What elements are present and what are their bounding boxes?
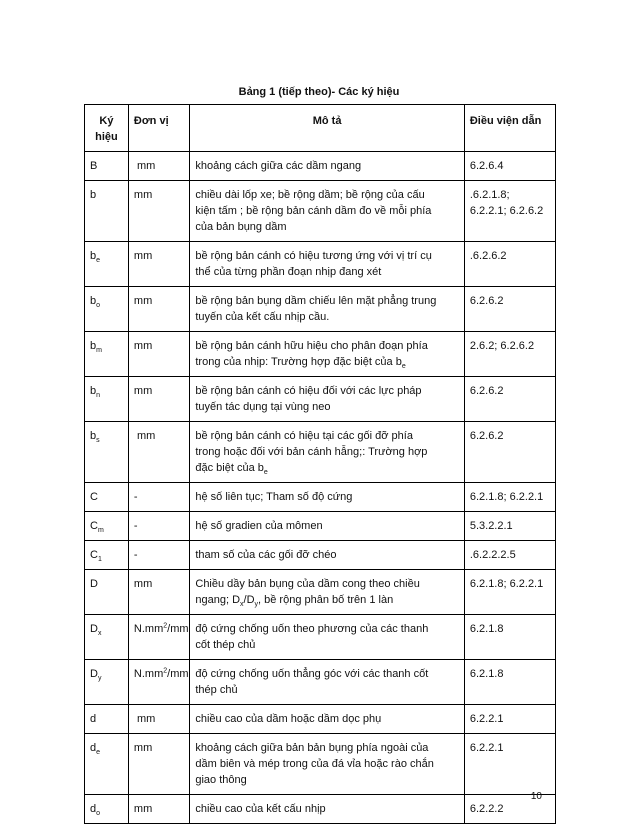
symbol-text: D bbox=[90, 578, 98, 590]
symbol-text: d bbox=[90, 803, 97, 815]
cell-reference bbox=[464, 152, 555, 181]
unit-text: mm bbox=[133, 250, 153, 262]
cell-unit bbox=[128, 377, 189, 422]
cell-unit bbox=[128, 541, 189, 570]
reference-line: .6.2.2.2.5 bbox=[469, 549, 516, 561]
description-line: chiều dài lốp xe; bề rộng dầm; bề rộng của cấu bbox=[195, 189, 425, 201]
cell-symbol bbox=[85, 422, 129, 483]
description-line: của bản bụng dầm bbox=[195, 221, 287, 233]
cell-description bbox=[190, 287, 464, 332]
header-symbol: Ký hiệu bbox=[85, 105, 129, 152]
unit-text: mm bbox=[133, 385, 153, 397]
symbol-text: b bbox=[90, 189, 97, 201]
cell-symbol bbox=[85, 152, 129, 181]
symbol-text: d bbox=[90, 713, 97, 725]
description-line: kiện tấm ; bề rộng bản cánh dầm đo về mỗi phía bbox=[195, 205, 432, 217]
description-line: bề rộng bản cánh có hiệu đối với các lực pháp bbox=[195, 385, 422, 397]
description-line: bề rộng bản cánh hữu hiệu cho phân đoạn phía bbox=[195, 340, 428, 352]
description-line: bề rộng bản cánh có hiệu tại các gối đỡ phía bbox=[195, 430, 413, 442]
cell-description bbox=[190, 795, 464, 824]
cell-unit bbox=[128, 332, 189, 377]
symbol-subscript: n bbox=[96, 392, 101, 400]
description-line: giao thông bbox=[195, 774, 247, 786]
reference-line: 6.2.2.1; 6.2.6.2 bbox=[469, 205, 544, 217]
cell-symbol bbox=[85, 615, 129, 660]
description-line: trong hoặc đối với bản cánh hẫng;: Trường hợp bbox=[195, 446, 428, 458]
table-row bbox=[85, 512, 556, 541]
description-line: khoảng cách giữa các dầm ngang bbox=[195, 160, 362, 172]
cell-reference bbox=[464, 483, 555, 512]
header-reference: Điều viện dẫn bbox=[464, 105, 555, 152]
unit-text: mm bbox=[133, 713, 156, 725]
description-line: dầm biên và mép trong của đá vỉa hoặc rào chắn bbox=[195, 758, 434, 770]
unit-text: N.mm bbox=[133, 668, 164, 680]
cell-unit bbox=[128, 422, 189, 483]
description-line: tham số của các gối đỡ chéo bbox=[195, 549, 337, 561]
table-row bbox=[85, 152, 556, 181]
cell-symbol bbox=[85, 181, 129, 242]
symbol-subscript: e bbox=[96, 749, 101, 757]
cell-symbol bbox=[85, 483, 129, 512]
unit-text: mm bbox=[133, 160, 156, 172]
symbol-subscript: x bbox=[97, 630, 102, 638]
cell-reference bbox=[464, 287, 555, 332]
cell-reference bbox=[464, 377, 555, 422]
table-row bbox=[85, 541, 556, 570]
description-line: cốt thép chủ bbox=[195, 639, 256, 651]
reference-line: 6.2.6.4 bbox=[469, 160, 504, 172]
cell-description bbox=[190, 483, 464, 512]
symbol-text: b bbox=[90, 295, 97, 307]
cell-symbol bbox=[85, 287, 129, 332]
cell-symbol bbox=[85, 377, 129, 422]
cell-description bbox=[190, 242, 464, 287]
cell-description bbox=[190, 377, 464, 422]
table-row bbox=[85, 332, 556, 377]
unit-text: mm bbox=[133, 578, 153, 590]
reference-line: 5.3.2.2.1 bbox=[469, 520, 513, 532]
symbol-subscript: 1 bbox=[97, 556, 102, 564]
unit-text: mm bbox=[133, 742, 153, 754]
cell-unit bbox=[128, 705, 189, 734]
reference-line: 6.2.1.8 bbox=[469, 623, 504, 635]
unit-text: N.mm bbox=[133, 623, 164, 635]
table-row bbox=[85, 705, 556, 734]
cell-reference bbox=[464, 615, 555, 660]
reference-line: .6.2.6.2 bbox=[469, 250, 507, 262]
reference-line: 6.2.1.8; 6.2.2.1 bbox=[469, 491, 544, 503]
cell-reference bbox=[464, 332, 555, 377]
symbol-text: b bbox=[90, 340, 97, 352]
cell-description bbox=[190, 615, 464, 660]
description-line: ngang; $D_x/D_y$, bề rộng phân bố trên 1 làn bbox=[195, 594, 394, 609]
table-row bbox=[85, 615, 556, 660]
cell-reference bbox=[464, 705, 555, 734]
reference-line: 6.2.1.8; 6.2.2.1 bbox=[469, 578, 544, 590]
cell-unit bbox=[128, 570, 189, 615]
table-row bbox=[85, 287, 556, 332]
unit-text: /mm bbox=[167, 623, 189, 635]
unit-text: - bbox=[133, 549, 138, 561]
symbol-subscript: m bbox=[97, 527, 104, 535]
description-line: Chiều dầy bản bụng của dầm cong theo chiều bbox=[195, 578, 420, 590]
table-row bbox=[85, 660, 556, 705]
unit-text: - bbox=[133, 520, 138, 532]
header-description: Mô tả bbox=[190, 105, 464, 152]
symbols-table bbox=[84, 104, 556, 824]
symbol-subscript: m bbox=[96, 347, 102, 355]
table-header-row bbox=[85, 105, 556, 152]
header-unit: Đơn vị bbox=[128, 105, 189, 152]
cell-symbol bbox=[85, 570, 129, 615]
table-body bbox=[85, 152, 556, 824]
symbol-text: b bbox=[90, 385, 97, 397]
description-line: hệ số gradien của mômen bbox=[195, 520, 323, 532]
cell-symbol bbox=[85, 705, 129, 734]
cell-description bbox=[190, 705, 464, 734]
cell-reference bbox=[464, 181, 555, 242]
table-title: Bảng 1 (tiếp theo)- Các ký hiệu bbox=[238, 86, 400, 98]
description-line: chiều cao của kết cấu nhịp bbox=[195, 803, 326, 815]
description-line: độ cứng chống uốn thẳng góc với các thanh cốt bbox=[195, 668, 429, 680]
cell-symbol bbox=[85, 332, 129, 377]
cell-symbol bbox=[85, 242, 129, 287]
table-row bbox=[85, 181, 556, 242]
table-row bbox=[85, 422, 556, 483]
table-row bbox=[85, 734, 556, 795]
symbol-text: B bbox=[90, 160, 98, 172]
unit-text: mm bbox=[133, 189, 153, 201]
cell-unit bbox=[128, 512, 189, 541]
cell-description bbox=[190, 512, 464, 541]
cell-unit bbox=[128, 660, 189, 705]
description-line: bề rộng bản bụng dầm chiếu lên mặt phẳng trung bbox=[195, 295, 437, 307]
cell-reference bbox=[464, 541, 555, 570]
table-row bbox=[85, 483, 556, 512]
cell-unit bbox=[128, 287, 189, 332]
cell-symbol bbox=[85, 541, 129, 570]
unit-superscript: 2 bbox=[163, 622, 168, 630]
subscript: y bbox=[254, 601, 259, 609]
table-row bbox=[85, 377, 556, 422]
subscript: e bbox=[401, 363, 406, 371]
symbol-text: D bbox=[90, 668, 98, 680]
cell-description bbox=[190, 152, 464, 181]
cell-description bbox=[190, 332, 464, 377]
cell-unit bbox=[128, 181, 189, 242]
cell-description bbox=[190, 734, 464, 795]
symbol-subscript: s bbox=[96, 437, 100, 445]
unit-superscript: 2 bbox=[163, 667, 168, 675]
reference-line: 6.2.6.2 bbox=[469, 295, 504, 307]
symbol-text: C bbox=[90, 491, 98, 503]
unit-text: mm bbox=[133, 340, 153, 352]
symbol-subscript: o bbox=[96, 810, 101, 818]
reference-line: .6.2.1.8; bbox=[469, 189, 510, 201]
reference-line: 6.2.1.8 bbox=[469, 668, 504, 680]
description-line: thể của từng phần đoạn nhịp đang xét bbox=[195, 266, 382, 278]
reference-line: 6.2.6.2 bbox=[469, 430, 504, 442]
cell-reference bbox=[464, 660, 555, 705]
table-row bbox=[85, 570, 556, 615]
cell-description bbox=[190, 422, 464, 483]
cell-reference bbox=[464, 512, 555, 541]
cell-symbol bbox=[85, 512, 129, 541]
reference-line: 2.6.2; 6.2.6.2 bbox=[469, 340, 535, 352]
description-line: bề rộng bản cánh có hiệu tương ứng với vị trí cụ bbox=[195, 250, 432, 262]
reference-line: 6.2.2.2 bbox=[469, 803, 504, 815]
symbol-subscript: o bbox=[96, 302, 101, 310]
symbol-text: d bbox=[90, 742, 97, 754]
cell-unit bbox=[128, 615, 189, 660]
unit-text: mm bbox=[133, 803, 153, 815]
cell-description bbox=[190, 541, 464, 570]
description-line: thép chủ bbox=[195, 684, 238, 696]
description-line: tuyến tác dụng tại vùng neo bbox=[195, 401, 331, 413]
cell-unit bbox=[128, 483, 189, 512]
table-row bbox=[85, 795, 556, 824]
symbol-text: b bbox=[90, 250, 97, 262]
unit-text: /mm bbox=[167, 668, 189, 680]
description-line: chiều cao của dầm hoặc dầm dọc phụ bbox=[195, 713, 382, 725]
description-line: độ cứng chống uốn theo phương của các thanh bbox=[195, 623, 429, 635]
cell-reference bbox=[464, 422, 555, 483]
description-line: trong của nhịp: Trường hợp đặc biệt của $b_e$ bbox=[195, 356, 406, 371]
cell-unit bbox=[128, 242, 189, 287]
reference-line: 6.2.2.1 bbox=[469, 713, 504, 725]
symbol-text: b bbox=[90, 430, 97, 442]
unit-text: mm bbox=[133, 430, 156, 442]
description-line: tuyến của kết cấu nhịp cầu. bbox=[195, 311, 330, 323]
subscript: e bbox=[263, 469, 268, 477]
unit-text: - bbox=[133, 491, 138, 503]
cell-symbol bbox=[85, 795, 129, 824]
symbol-text: C bbox=[90, 520, 98, 532]
symbol-text: D bbox=[90, 623, 98, 635]
subscript: x bbox=[240, 601, 244, 609]
cell-unit bbox=[128, 795, 189, 824]
description-line: hệ số liên tục; Tham số độ cứng bbox=[195, 491, 353, 503]
symbol-text: C bbox=[90, 549, 98, 561]
cell-symbol bbox=[85, 734, 129, 795]
description-line: khoảng cách giữa bản bản bụng phía ngoài của bbox=[195, 742, 429, 754]
page-number: 10 bbox=[530, 791, 542, 802]
cell-reference bbox=[464, 570, 555, 615]
cell-reference bbox=[464, 734, 555, 795]
cell-reference bbox=[464, 242, 555, 287]
symbol-subscript: y bbox=[97, 675, 102, 683]
reference-line: 6.2.6.2 bbox=[469, 385, 504, 397]
unit-text: mm bbox=[133, 295, 153, 307]
cell-description bbox=[190, 181, 464, 242]
description-line: đặc biệt của $b_e$ bbox=[195, 462, 268, 477]
reference-line: 6.2.2.1 bbox=[469, 742, 504, 754]
cell-description bbox=[190, 660, 464, 705]
cell-unit bbox=[128, 152, 189, 181]
cell-symbol bbox=[85, 660, 129, 705]
symbol-subscript: e bbox=[96, 257, 101, 265]
cell-unit bbox=[128, 734, 189, 795]
table-row bbox=[85, 242, 556, 287]
cell-description bbox=[190, 570, 464, 615]
